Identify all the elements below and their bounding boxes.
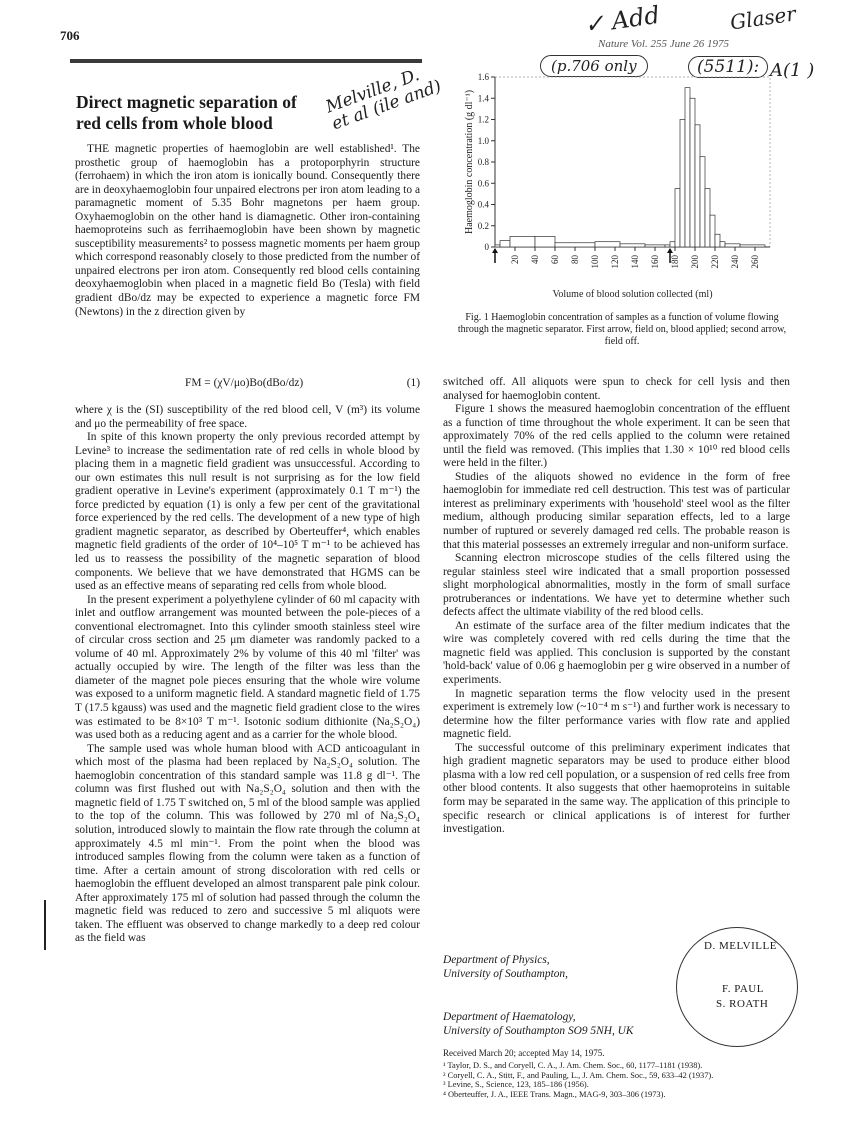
paragraph: switched off. All aliquots were spun to check for cell lysis and then analysed for haemoglobin content.	[443, 376, 790, 402]
y-tick-label: 0.2	[477, 220, 489, 231]
histogram-bar	[535, 236, 555, 247]
article-title: Direct magnetic separation of red cells from whole blood	[76, 92, 297, 133]
paragraph: The successful outcome of this preliminary experiment indicates that high gradient magnetic separators may be used to produce either blood plasma with a low red cell population, or a suspension of red cells free from other blood contents. It also suggests that other haemoproteins in suitable form may be separated in the same way. The application of this principle to specific research or clinical applications is of interest for further investigation.	[443, 741, 790, 836]
histogram-bar	[710, 215, 715, 247]
plot-frame	[495, 77, 770, 247]
handwritten-code-note: (5511):	[688, 56, 768, 78]
x-tick-label: 40	[530, 255, 540, 264]
author-melville: D. MELVILLE	[704, 940, 777, 952]
histogram-bar	[690, 98, 695, 247]
y-tick-label: 1.6	[477, 72, 489, 82]
reference-item: ¹ Taylor, D. S., and Coryell, C. A., J. Am. Chem. Soc., 60, 1177–1181 (1938).	[443, 1061, 703, 1070]
affiliation-line: Department of Haematology,	[443, 1011, 576, 1023]
page-number: 706	[60, 28, 80, 43]
x-tick-label: 260	[750, 255, 760, 269]
paragraph: Scanning electron microscope studies of the cells filtered using the regular stainless steel wire indicated that a small proportion possessed slight morphological abnormalities, mostly in the form of small surface protruberances or indentations. We have yet to determine whether such defects affect the ultimate viability of the red blood cells.	[443, 552, 790, 619]
histogram-bar	[680, 120, 685, 248]
journal-line: Nature Vol. 255 June 26 1975	[598, 38, 729, 50]
paragraph: In magnetic separation terms the flow velocity used in the present experiment is extremely low (~10⁻⁴ m s⁻¹) and further work is necessary to determine how the filter performance varies with flow rate and applied magnetic field.	[443, 687, 790, 741]
x-tick-label: 120	[610, 255, 620, 269]
x-tick-label: 160	[650, 255, 660, 269]
event-arrowhead	[667, 248, 673, 253]
reference-item: ³ Levine, S., Science, 123, 185–186 (1956).	[443, 1080, 589, 1090]
histogram-bar	[695, 125, 700, 247]
x-tick-label: 100	[590, 255, 600, 269]
histogram-bar	[700, 157, 705, 247]
histogram-bar	[715, 234, 720, 247]
figure-1	[460, 72, 790, 304]
paragraph: An estimate of the surface area of the filter medium indicates that the wire was completely covered with red cells during the time that the magnetic field was applied. This conclusion is supported by the constant 'hold-back' value of 0.06 g haemoglobin per g wire observed in a number of experiments.	[443, 619, 790, 687]
paragraph: where χ is the (SI) susceptibility of the red blood cell, V (m³) its volume and μo the permeability of free space.	[75, 404, 420, 430]
handwritten-add-note: ✓ Add	[582, 0, 662, 40]
histogram-bar	[510, 236, 535, 247]
x-axis-label: Volume of blood solution collected (ml)	[552, 289, 713, 300]
x-tick-label: 180	[670, 255, 680, 269]
header-rule	[70, 59, 422, 63]
author-paul: F. PAUL	[722, 983, 764, 995]
event-arrowhead	[492, 248, 498, 253]
affiliation-haematology	[443, 1010, 633, 1038]
equation	[185, 377, 420, 389]
margin-mark	[44, 900, 46, 950]
x-tick-label: 20	[510, 255, 520, 264]
paragraph: THE magnetic properties of haemoglobin are well established¹. The prosthetic group of haemoglobin has a protoporphyrin structure (ferrohaem) in which the iron atom is ionically bound. Consequently there are in deoxyhaemoglobin four unpaired electrons per iron atom leading to a paramagnetic moment of 5.35 Bohr magnetons per haem group. Oxyhaemoglobin on the other hand is diamagnetic. Other iron-containing haemoproteins such as ferrihaemoglobin have been shown by magnetic susceptibility measurements² to possess magnetic moments per haem group which correspond reasonably closely to those predicted from the number of unpaired electrons per iron atom. Consequently red blood cells containing deoxyhaemoglobin when placed in a magnetic field Bo (Tesla) with field gradient dBo/dz may be expected to experience a magnetic force FM (Newtons) in the z direction given by	[75, 143, 420, 318]
x-tick-label: 140	[630, 255, 640, 269]
paragraph: In spite of this known property the only previous recorded attempt by Levine³ to increase the sedimentation rate of red cells in whole blood by placing them in a magnetic field gradient was unsuccessful. According to our own estimates this null result is not surprising as for the low field gradient operative in Levine's experiment (approximately 0.1 T m⁻¹) the force predicted by equation (1) is only a few per cent of the gravitational force experienced by the red cells. The development of a new type of high gradient magnetic separator, as described by Oberteuffer⁴, which enables magnetic field gradients of the order of 10⁴–10⁵ T m⁻¹ to be achieved has led us to reassess the possibility of the magnetic separation of blood components. We believe that we have demonstrated that HGMS can be used as an effective means of separating red cells from whole blood.	[75, 431, 420, 593]
x-tick-label: 240	[730, 255, 740, 269]
y-tick-label: 1.2	[477, 114, 489, 125]
received-line: Received March 20; accepted May 14, 1975.	[443, 1048, 605, 1058]
y-tick-label: 0.8	[477, 157, 489, 167]
y-tick-label: 1.0	[477, 135, 489, 146]
body-left-1	[75, 143, 420, 319]
histogram-bar	[620, 244, 645, 247]
histogram-bar	[725, 244, 740, 247]
paragraph: In the present experiment a polyethylene cylinder of 60 ml capacity with inlet and outflow arrangement was mounted between the pole-pieces of a conventional electromagnet. Into this cylinder smooth stainless steel wire of circular cross section and 25 μm diameter was randomly packed to a volume of 40 ml. Approximately 2% by volume of this 40 ml 'filter' was actually occupied by wire. The length of the filter was less than the diameter of the magnet pole pieces ensuring that the whole wire volume was exposed to a uniform magnetic field. A standard magnetic field of 1.75 T (17.5 kgauss) was used and the magnetic field gradient close to the wires was estimated to be 8×10³ T m⁻¹. Isotonic sodium dithionite (Na₂S₂O₄) was used both as a reducing agent and as a carrier for the whole blood.	[75, 593, 420, 742]
references	[443, 1061, 788, 1099]
x-tick-label: 80	[570, 255, 580, 264]
equation-number: (1)	[406, 377, 420, 389]
affiliation-line: University of Southampton SO9 5NH, UK	[443, 1025, 634, 1037]
handwritten-author-note: Melville, D. et al (ile and)	[323, 65, 445, 135]
y-tick-label: 1.4	[477, 93, 489, 104]
histogram-bar	[720, 242, 725, 247]
paragraph: The sample used was whole human blood with ACD anticoagulant in which most of the plasma had been replaced by Na₂S₂O₄ solution. The haemoglobin concentration of this standard sample was 11.8 g dl⁻¹. The column was first flushed out with Na₂S₂O₄ solution and then with the magnetic field of 1.75 T switched on, 5 ml of the blood sample was applied to the top of the column. This was followed by 270 ml of Na₂S₂O₄ solution, introduced slowly to maintain the flow rate through the column at approximately 4.5 ml min⁻¹. From the point when the blood was introduced samples flowing from the column were taken as a function of time. After a certain amount of strong discoloration with red cells or haemoglobin the effluent developed an almost transparent pale pink colour. After approximately 175 ml of solution had passed through the column the magnetic field was reduced to zero and successive 5 ml aliquots were taken. The effluent was observed to change markedly to a deep red colour as the field was	[75, 742, 420, 945]
author-roath: S. ROATH	[716, 998, 769, 1010]
affiliation-physics	[443, 953, 568, 981]
y-tick-label: 0.4	[477, 199, 489, 210]
histogram-bar	[740, 245, 765, 247]
x-tick-label: 60	[550, 255, 560, 264]
reference-item: ⁴ Oberteuffer, J. A., IEEE Trans. Magn., MAG-9, 303–306 (1973).	[443, 1089, 666, 1099]
histogram-bar	[705, 189, 710, 247]
affiliation-line: Department of Physics,	[443, 954, 550, 966]
histogram-bar	[675, 189, 680, 247]
y-tick-label: 0.6	[477, 178, 489, 189]
reference-item: ² Coryell, C. A., Stitt, F., and Pauling, L., J. Am. Chem. Soc., 59, 633–42 (1937).	[443, 1070, 714, 1080]
histogram-bar	[685, 88, 690, 247]
equation-text: FM = (χV/μo)Bo(dBo/dz)	[185, 377, 304, 389]
y-tick-label: 0	[484, 242, 489, 252]
histogram-bar	[495, 245, 500, 247]
histogram-bar	[500, 241, 510, 247]
haemoglobin-chart	[460, 72, 790, 304]
x-tick-label: 220	[710, 255, 720, 269]
body-right	[443, 376, 790, 837]
histogram-bar	[645, 245, 665, 247]
affiliation-line: University of Southampton,	[443, 968, 568, 980]
histogram-bar	[595, 242, 620, 247]
handwritten-glaser-note: Glaser	[728, 1, 798, 35]
x-tick-label: 200	[690, 255, 700, 269]
figure-caption: Fig. 1 Haemoglobin concentration of samples as a function of volume flowing through the magnetic separator. First arrow, field on, blood applied; second arrow, field off.	[457, 312, 787, 347]
y-axis-label: Haemoglobin concentration (g dl⁻¹)	[464, 89, 475, 235]
histogram-bar	[555, 243, 595, 247]
histogram-bar	[665, 245, 670, 247]
handwritten-page-note: (p.706 only	[540, 55, 648, 77]
handwritten-dup-note: A(1 )	[770, 60, 815, 81]
paragraph: Studies of the aliquots showed no evidence in the form of free haemoglobin for immediate red cell destruction. This test was of particular interest as preliminary experiments with 'household' steel wool as the filter medium, although producing similar separation effects, led to a large number of ruptured or severely damaged red cells. The probable reason is that this material possesses an extremely irregular and non-uniform surface.	[443, 470, 790, 551]
body-left-2	[75, 404, 420, 946]
paragraph: Figure 1 shows the measured haemoglobin concentration of the effluent as a function of time throughout the whole experiment. It can be seen that approximately 70% of the red cells applied to the column were retained until the field was removed. (This implies that 1.30 × 10¹⁰ red blood cells were held in the filter.)	[443, 403, 790, 470]
histogram-bar	[670, 242, 675, 247]
